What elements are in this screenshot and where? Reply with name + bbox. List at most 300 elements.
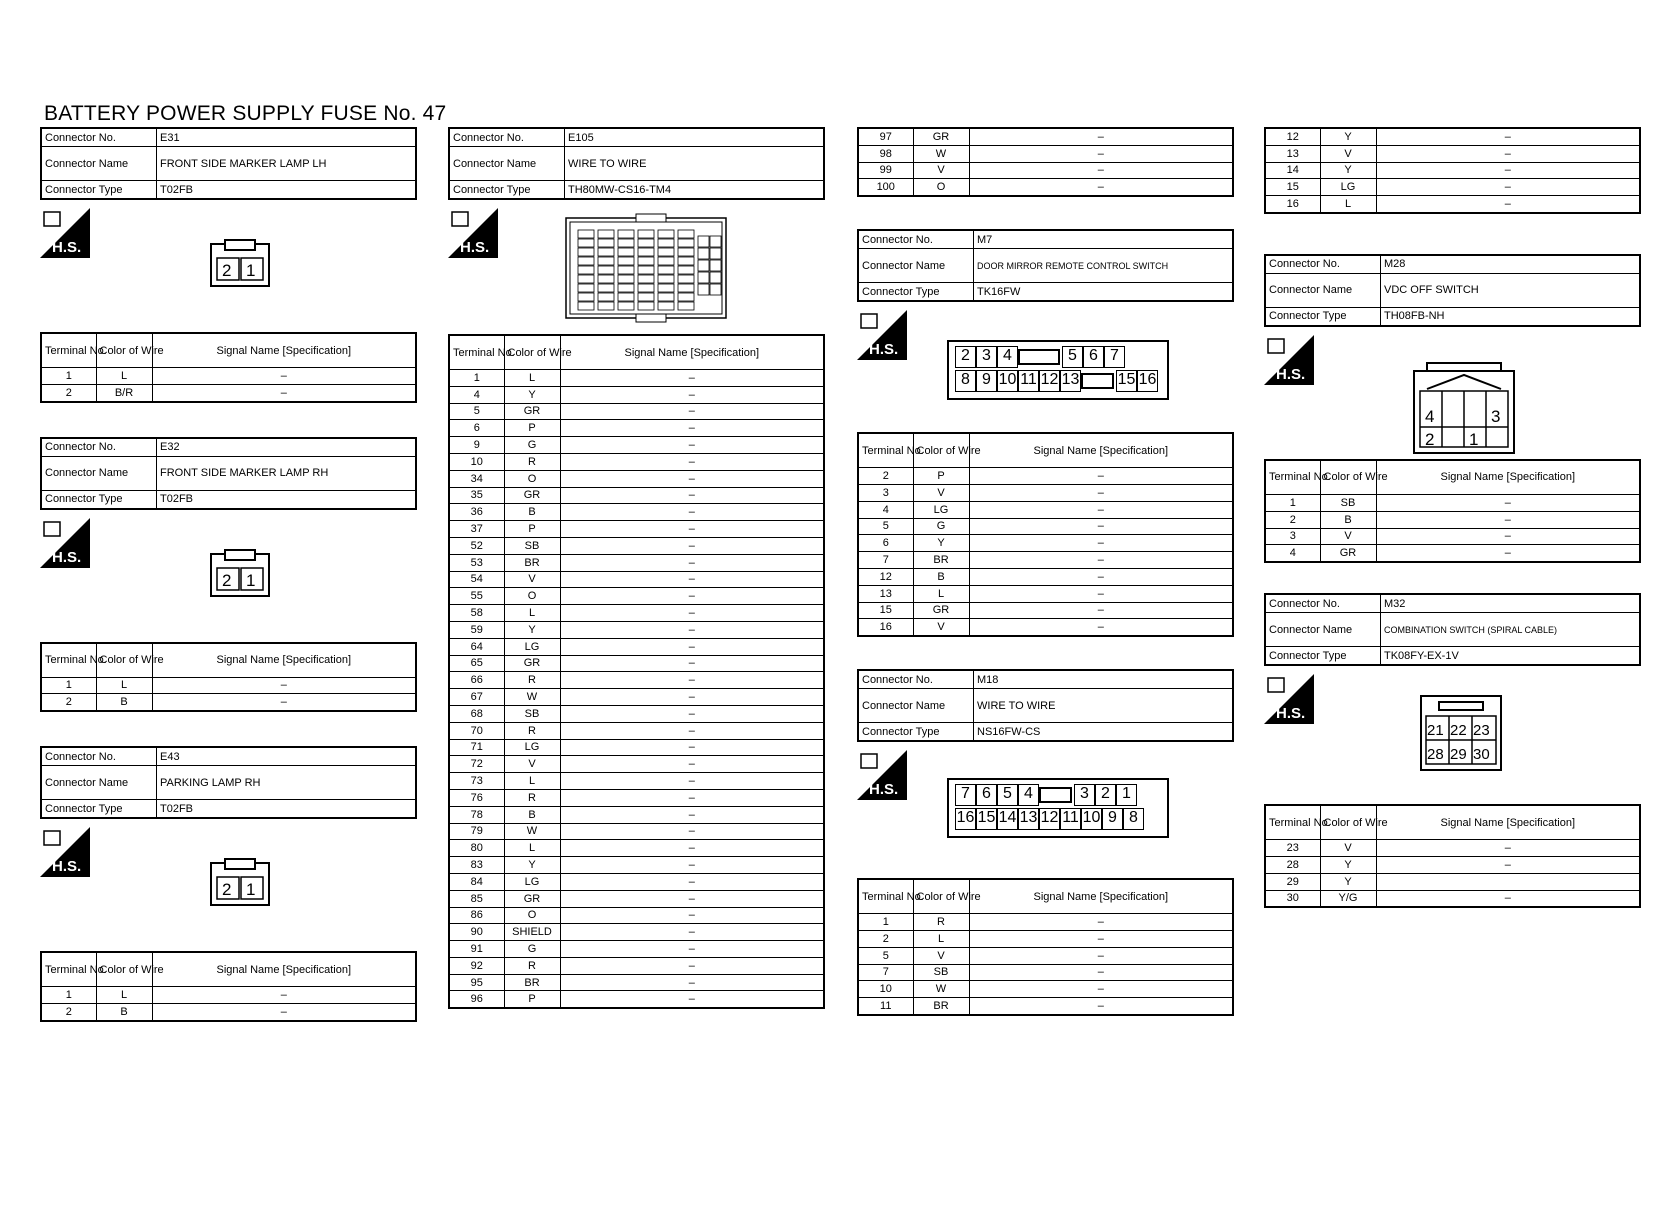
table-row [1265,545,1640,562]
wire-color-cell: L [504,605,560,622]
signal-name-cell: – [969,981,1233,998]
terminal-no-cell: 1 [1265,494,1320,511]
terminal-no-header: Terminal No. [858,879,913,914]
svg-text:2: 2 [222,570,232,590]
m18-pin: 7 [955,784,976,806]
wire-color-cell: B/R [96,384,152,401]
terminal-no-cell: 6 [858,535,913,552]
m7-pin: 2 [955,346,976,368]
signal-name-cell: – [560,941,824,958]
connector-type-value: T02FB [157,490,417,509]
table-row [858,568,1233,585]
terminal-no-cell: 29 [1265,873,1320,890]
table-row [449,941,824,958]
wire-color-cell: Y [1320,128,1376,145]
column-4 [1264,127,1641,908]
m7-pin: 12 [1039,370,1060,392]
wire-color-cell: V [1320,528,1376,545]
connector-info-table [40,127,417,200]
wire-color-cell: LG [504,873,560,890]
svg-text:3: 3 [1491,406,1501,426]
m18-pin: 13 [1018,808,1039,830]
signal-name-cell: – [152,1003,416,1020]
connector-type-value: T02FB [157,181,417,200]
connector-no-value: E31 [157,128,417,147]
table-row [449,840,824,857]
connector-type-label: Connector Type [41,490,157,509]
m18-pin: 11 [1060,808,1081,830]
connector-type-label: Connector Type [858,283,974,302]
wire-color-cell: P [504,420,560,437]
wire-color-cell: V [504,756,560,773]
connector-no-label: Connector No. [41,747,157,766]
table-row [858,501,1233,518]
table-row [858,484,1233,501]
m18-pin: 16 [955,808,976,830]
terminal-no-cell: 3 [1265,528,1320,545]
terminal-no-cell: 1 [449,370,504,387]
terminal-no-cell: 54 [449,571,504,588]
table-row [858,468,1233,485]
signal-name-cell: – [1376,890,1640,907]
terminal-no-cell: 4 [449,386,504,403]
m7-pin: 6 [1083,346,1104,368]
signal-name-cell: – [560,840,824,857]
connector-type-label: Connector Type [449,181,565,200]
connector-face-e105 [448,200,825,334]
svg-text:29: 29 [1450,746,1467,764]
terminal-table [857,878,1234,1016]
terminal-no-cell: 5 [449,403,504,420]
wire-color-cell: L [913,585,969,602]
terminal-no-cell: 84 [449,873,504,890]
signal-name-cell: – [969,535,1233,552]
wire-color-cell: LG [504,638,560,655]
terminal-no-cell: 30 [1265,890,1320,907]
terminal-no-cell: 92 [449,957,504,974]
m7-pin: 15 [1116,370,1137,392]
table-row [858,947,1233,964]
wire-color-cell: B [96,694,152,711]
terminal-no-header: Terminal No. [41,643,96,678]
terminal-no-header: Terminal No. [41,952,96,987]
signal-name-cell: – [560,571,824,588]
terminal-no-cell: 73 [449,773,504,790]
wire-color-cell: L [504,370,560,387]
wire-color-cell: GR [913,128,969,145]
table-row [858,914,1233,931]
color-header: Color of Wire [1320,805,1376,840]
table-row [449,873,824,890]
wire-color-cell: SB [1320,494,1376,511]
wire-color-cell: Y [504,386,560,403]
column-1 [40,127,417,1022]
connector-no-value: M7 [974,230,1234,249]
table-row [858,585,1233,602]
table-row [449,991,824,1008]
connector-name-label: Connector Name [41,766,157,800]
wire-color-cell: L [96,368,152,385]
terminal-no-cell: 5 [858,518,913,535]
m7-pin: 9 [976,370,997,392]
wire-color-cell: L [504,840,560,857]
color-header: Color of Wire [913,433,969,468]
wire-color-cell: L [1320,196,1376,213]
terminal-no-cell: 1 [858,914,913,931]
signal-name-cell: – [560,504,824,521]
wire-color-cell: R [913,914,969,931]
signal-name-cell: – [560,756,824,773]
column-3 [857,127,1234,1016]
svg-text:23: 23 [1473,722,1490,740]
terminal-no-cell: 65 [449,655,504,672]
wire-color-cell: GR [504,487,560,504]
signal-name-cell: – [560,554,824,571]
m7-pin: 11 [1018,370,1039,392]
wire-color-cell: P [504,991,560,1008]
terminal-no-cell: 4 [858,501,913,518]
table-row [1265,511,1640,528]
m18-pin: 4 [1018,784,1039,806]
connector-name-value: VDC OFF SWITCH [1381,273,1641,307]
wire-color-cell: R [504,722,560,739]
table-row [858,964,1233,981]
signal-name-cell: – [969,162,1233,179]
wire-color-cell: P [913,468,969,485]
signal-name-cell: – [1376,528,1640,545]
wire-color-cell: W [913,145,969,162]
signal-name-cell: – [560,672,824,689]
connector-name-label: Connector Name [858,689,974,723]
svg-text:21: 21 [1427,722,1444,740]
signal-name-cell: – [560,437,824,454]
signal-name-cell: – [969,468,1233,485]
terminal-no-cell: 3 [858,484,913,501]
table-row [449,739,824,756]
connector-type-value: T02FB [157,800,417,819]
terminal-no-cell: 28 [1265,856,1320,873]
table-row [449,588,824,605]
connector-m28 [1264,254,1641,563]
signal-header: Signal Name [Specification] [560,335,824,370]
signal-name-cell: – [1376,545,1640,562]
connector-name-label: Connector Name [41,147,157,181]
terminal-no-cell: 59 [449,621,504,638]
page-title: BATTERY POWER SUPPLY FUSE No. 47 [44,102,447,125]
signal-name-cell: – [560,638,824,655]
terminal-no-cell: 85 [449,890,504,907]
table-row [449,470,824,487]
signal-name-cell: – [560,470,824,487]
svg-text:H.S.: H.S. [869,781,899,799]
wire-color-cell: Y [504,621,560,638]
connector-type-value: TK16FW [974,283,1234,302]
svg-text:4: 4 [1425,406,1435,426]
signal-name-cell: – [560,370,824,387]
wire-color-cell: B [504,806,560,823]
wire-color-cell: O [504,907,560,924]
connector-face-e31 [40,258,417,332]
connector-no-value: E43 [157,747,417,766]
svg-text:30: 30 [1473,746,1490,764]
wire-color-cell: BR [504,974,560,991]
m7-pin: 5 [1062,346,1083,368]
terminal-no-cell: 67 [449,689,504,706]
signal-name-cell: – [560,890,824,907]
connector-no-label: Connector No. [1265,255,1381,274]
connector-lock [1039,787,1072,803]
m7-pin: 3 [976,346,997,368]
connector-m18 [857,669,1234,1016]
terminal-no-cell: 83 [449,857,504,874]
table-row [858,998,1233,1015]
connector-e105 [448,127,825,1009]
terminal-no-cell: 14 [1265,162,1320,179]
table-row [449,487,824,504]
wire-color-cell: B [504,504,560,521]
terminal-no-cell: 1 [41,368,96,385]
terminal-table-m18-continued [1264,127,1641,214]
table-row [449,756,824,773]
signal-name-cell: – [152,987,416,1004]
signal-name-cell: – [969,484,1233,501]
wire-color-cell: O [913,179,969,196]
signal-name-cell: – [969,501,1233,518]
terminal-no-cell: 4 [1265,545,1320,562]
terminal-no-cell: 55 [449,588,504,605]
terminal-no-cell: 52 [449,537,504,554]
m18-pin: 6 [976,784,997,806]
terminal-no-cell: 95 [449,974,504,991]
terminal-no-cell: 79 [449,823,504,840]
signal-name-cell: – [560,537,824,554]
connector-no-label: Connector No. [449,128,565,147]
connector-no-label: Connector No. [41,128,157,147]
connector-e31 [40,127,417,403]
terminal-no-cell: 78 [449,806,504,823]
m7-pin: 10 [997,370,1018,392]
wire-color-cell: L [96,677,152,694]
table-row [449,420,824,437]
table-row [449,672,824,689]
signal-name-cell: – [560,605,824,622]
wire-color-cell: SHIELD [504,924,560,941]
m18-pin: 1 [1116,784,1137,806]
harness-side-icon [857,750,907,800]
connector-no-value: M18 [974,670,1234,689]
table-row [449,370,824,387]
signal-name-cell: – [969,619,1233,636]
signal-name-cell: – [560,588,824,605]
signal-name-cell: – [560,621,824,638]
wire-color-cell: Y [1320,873,1376,890]
column-2 [448,127,825,1009]
terminal-table [448,334,825,1009]
wire-color-cell: B [1320,511,1376,528]
color-header: Color of Wire [1320,460,1376,495]
wire-color-cell: G [913,518,969,535]
connector-lock [1018,349,1060,365]
terminal-no-cell: 1 [41,677,96,694]
connector-type-value: NS16FW-CS [974,723,1234,742]
wire-color-cell: LG [1320,179,1376,196]
terminal-no-cell: 71 [449,739,504,756]
signal-name-cell: – [969,179,1233,196]
terminal-no-cell: 9 [449,437,504,454]
table-row [449,974,824,991]
signal-name-cell: – [1376,145,1640,162]
signal-name-cell: – [560,487,824,504]
terminal-no-cell: 91 [449,941,504,958]
svg-text:H.S.: H.S. [52,858,82,876]
wire-color-cell: P [504,521,560,538]
m18-pin: 12 [1039,808,1060,830]
connector-no-label: Connector No. [858,670,974,689]
signal-name-cell: – [969,947,1233,964]
terminal-no-cell: 1 [41,987,96,1004]
svg-text:H.S.: H.S. [869,341,899,359]
m18-pin: 14 [997,808,1018,830]
table-row [858,602,1233,619]
signal-name-cell: – [969,568,1233,585]
wire-color-cell: Y/G [1320,890,1376,907]
terminal-no-cell: 15 [1265,179,1320,196]
connector-info-table [448,127,825,200]
connector-info-table [857,669,1234,742]
connector-name-label: Connector Name [1265,273,1381,307]
connector-no-value: E32 [157,438,417,457]
connector-face-m18 [857,742,1234,878]
signal-name-cell: – [560,789,824,806]
signal-header: Signal Name [Specification] [969,433,1233,468]
terminal-no-cell: 7 [858,964,913,981]
svg-text:22: 22 [1450,722,1467,740]
wire-color-cell: SB [504,705,560,722]
connector-no-value: M32 [1381,594,1641,613]
connector-e43 [40,746,417,1022]
wire-color-cell: R [504,453,560,470]
m18-pin: 2 [1095,784,1116,806]
signal-name-cell: – [560,420,824,437]
connector-type-label: Connector Type [1265,647,1381,666]
table-row [1265,145,1640,162]
table-row [858,930,1233,947]
terminal-no-cell: 64 [449,638,504,655]
table-row [858,535,1233,552]
table-row [1265,179,1640,196]
wire-color-cell: W [913,981,969,998]
terminal-no-cell: 80 [449,840,504,857]
terminal-no-cell: 2 [858,930,913,947]
connector-name-label: Connector Name [858,249,974,283]
terminal-no-cell: 98 [858,145,913,162]
wire-color-cell: G [504,437,560,454]
terminal-no-cell: 97 [858,128,913,145]
wire-color-cell: BR [913,552,969,569]
signal-header: Signal Name [Specification] [152,952,416,987]
terminal-no-cell: 99 [858,162,913,179]
terminal-no-cell: 12 [858,568,913,585]
terminal-no-cell: 36 [449,504,504,521]
svg-text:H.S.: H.S. [460,239,490,256]
wire-color-cell: Y [913,535,969,552]
wire-color-cell: W [504,823,560,840]
table-row [1265,128,1640,145]
terminal-no-cell: 35 [449,487,504,504]
table-row [449,924,824,941]
signal-name-cell: – [969,914,1233,931]
signal-name-cell: – [560,739,824,756]
signal-name-cell: – [560,974,824,991]
terminal-no-cell: 11 [858,998,913,1015]
connector-type-value: TH08FB-NH [1381,307,1641,326]
color-header: Color of Wire [913,879,969,914]
table-row [449,773,824,790]
wire-color-cell: V [913,484,969,501]
wire-color-cell: V [1320,145,1376,162]
signal-name-cell: – [560,386,824,403]
terminal-no-cell: 5 [858,947,913,964]
terminal-table [1264,459,1641,563]
table-row [41,694,416,711]
table-row [858,162,1233,179]
connector-name-value: FRONT SIDE MARKER LAMP LH [157,147,417,181]
m18-pin: 9 [1102,808,1123,830]
wire-color-cell: GR [913,602,969,619]
wire-color-cell: Y [1320,162,1376,179]
signal-name-cell: – [560,991,824,1008]
signal-name-cell: – [969,145,1233,162]
signal-name-cell: – [560,857,824,874]
connector-name-value: WIRE TO WIRE [974,689,1234,723]
signal-name-cell: – [560,689,824,706]
table-row [449,907,824,924]
wire-color-cell: V [913,619,969,636]
table-row [41,368,416,385]
wire-color-cell: LG [913,501,969,518]
table-row [858,128,1233,145]
table-row [41,384,416,401]
svg-text:H.S.: H.S. [52,548,82,566]
color-header: Color of Wire [96,952,152,987]
wire-color-cell: SB [913,964,969,981]
wire-color-cell: BR [504,554,560,571]
m7-pin: 13 [1060,370,1081,392]
m7-pin: 7 [1104,346,1125,368]
svg-text:28: 28 [1427,746,1444,764]
wire-color-cell: L [504,773,560,790]
terminal-no-cell: 58 [449,605,504,622]
table-row [449,705,824,722]
wire-color-cell: V [913,162,969,179]
signal-name-cell [1376,873,1640,890]
terminal-no-cell: 34 [449,470,504,487]
terminal-no-header: Terminal No. [449,335,504,370]
terminal-no-cell: 100 [858,179,913,196]
connector-face-e32 [40,568,417,642]
connector-name-value: WIRE TO WIRE [565,147,825,181]
wire-color-cell: V [1320,840,1376,857]
signal-name-cell: – [560,655,824,672]
connector-type-label: Connector Type [1265,307,1381,326]
table-row [449,437,824,454]
signal-name-cell: – [152,677,416,694]
connector-info-table [1264,593,1641,666]
table-row [1265,162,1640,179]
signal-name-cell: – [1376,196,1640,213]
connector-m32 [1264,593,1641,908]
terminal-no-cell: 2 [41,1003,96,1020]
